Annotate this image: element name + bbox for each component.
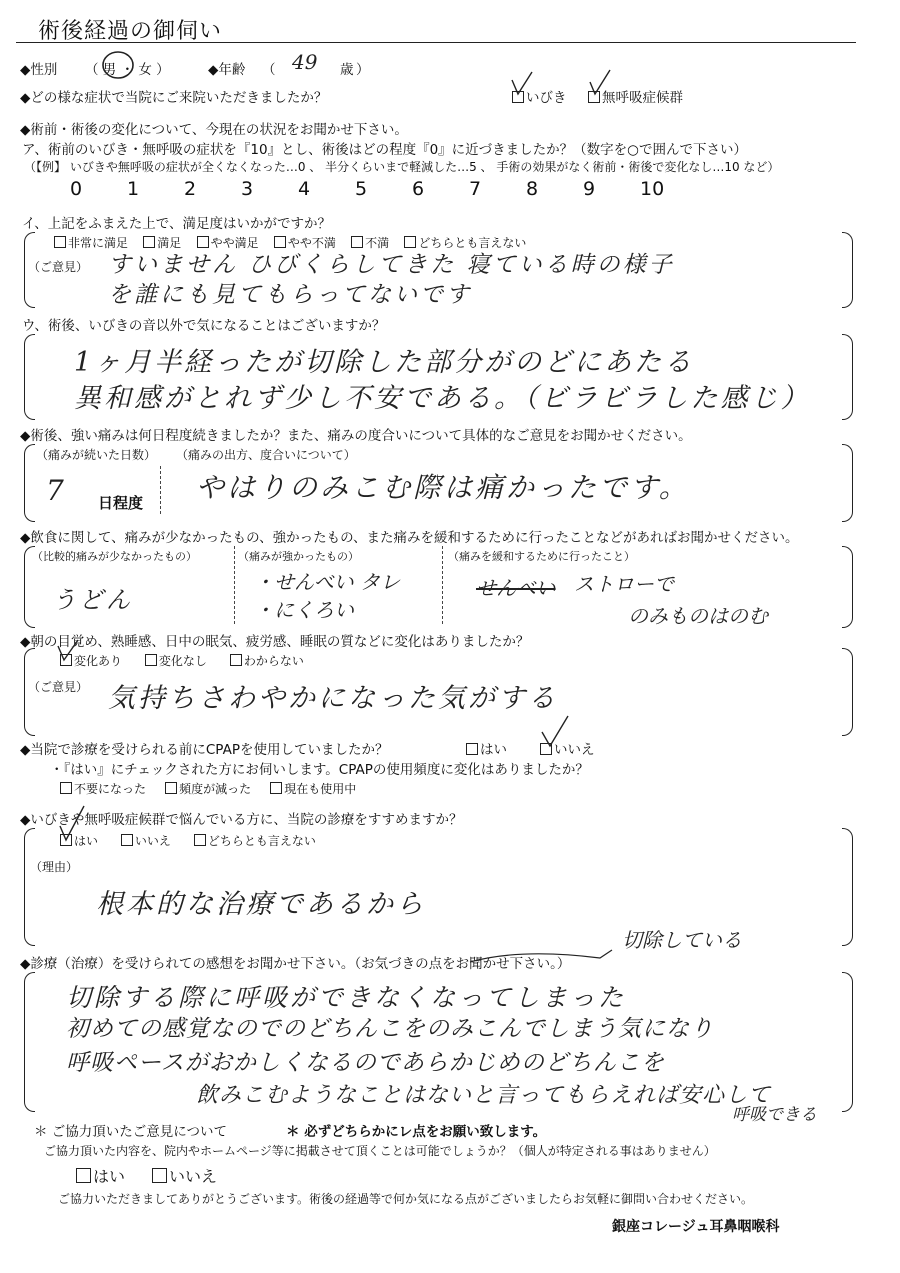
- age-open: （: [262, 62, 276, 78]
- thanks-text: ご協力いただきましてありがとうございます。術後の経過等で何か気になる点がございましたらお気軽に御問い合わせください。: [58, 1192, 754, 1206]
- recommend-handwriting[interactable]: 根本的な治療であるから: [96, 889, 426, 920]
- cpap-opt-not-needed[interactable]: 不要になった: [60, 782, 146, 796]
- morning-opt-unknown[interactable]: わからない: [230, 654, 304, 668]
- scale-2[interactable]: 2: [184, 178, 197, 200]
- publish-opt-yes[interactable]: はい: [76, 1164, 125, 1187]
- food-relief-line1[interactable]: ストローで: [574, 572, 674, 596]
- pain-days-value[interactable]: 7: [46, 474, 67, 507]
- impression-handwriting-5[interactable]: 呼吸できる: [732, 1105, 817, 1125]
- food-relief-label: （痛みを緩和するために行ったこと）: [448, 550, 635, 563]
- morning-question: ◆朝の目覚め、熟睡感、日中の眠気、疲労感、睡眠の質などに変化はありましたか？: [20, 634, 530, 650]
- cpap-no-check-mark: [542, 716, 568, 746]
- recommend-opt-yes[interactable]: はい: [60, 834, 98, 848]
- sex-circle-mark: [103, 52, 133, 78]
- scale-10[interactable]: 10: [640, 178, 665, 200]
- pain-days-unit: 日程度: [98, 494, 144, 512]
- age-value[interactable]: 49: [292, 50, 318, 74]
- scale-6[interactable]: 6: [412, 178, 425, 200]
- recommend-opt-no[interactable]: いいえ: [121, 834, 171, 848]
- morning-opinion-label: （ご意見）: [28, 680, 89, 694]
- impression-handwriting-1[interactable]: 切除する際に呼吸ができなくなってしまった: [66, 983, 627, 1012]
- cooperation-heading: ＊ ご協力頂いたご意見について: [34, 1124, 228, 1140]
- scale-9[interactable]: 9: [583, 178, 596, 200]
- scale-3[interactable]: 3: [241, 178, 254, 200]
- impression-arrow-mark: [470, 950, 612, 962]
- satisfaction-opinion-label: （ご意見）: [28, 260, 89, 274]
- food-more-line1[interactable]: ・せんべい タレ: [254, 570, 400, 594]
- food-less-value[interactable]: うどん: [52, 586, 133, 614]
- other-handwriting-2[interactable]: 異和感がとれず少し不安である。（ビラビラした感じ）: [74, 383, 811, 414]
- sat-opt-somewhat-satisfied[interactable]: やや満足: [197, 236, 259, 250]
- food-more-label: （痛みが強かったもの）: [238, 550, 359, 563]
- page-title: 術後経過の御伺い: [38, 19, 223, 44]
- pain-days-label: （痛みが続いた日数）: [36, 448, 157, 462]
- morning-handwriting[interactable]: 気持ちさわやかになった気がする: [108, 683, 558, 714]
- sat-opt-satisfied[interactable]: 満足: [143, 236, 181, 250]
- impression-handwriting-4[interactable]: 飲みこむようなことはないと言ってもらえれば安心して: [196, 1083, 772, 1108]
- cpap-opt-no[interactable]: いいえ: [540, 738, 595, 758]
- impression-note[interactable]: 切除している: [622, 928, 742, 952]
- cpap-question: ◆当院で診療を受けられる前にCPAPを使用していましたか？: [20, 742, 389, 758]
- change-question-a: ア、術前のいびき・無呼吸の症状を『10』とし、術後はどの程度『0』に近づきましたか？（数字を○で囲んで下さい）: [22, 142, 747, 158]
- sat-opt-somewhat-dissatisfied[interactable]: やや不満: [274, 236, 336, 250]
- food-relief-struck[interactable]: せんべい: [476, 576, 556, 600]
- recommend-reason-label: （理由）: [30, 860, 79, 874]
- food-relief-line2[interactable]: のみものはのむ: [628, 604, 768, 628]
- food-more-line2[interactable]: ・にくろい: [254, 598, 354, 622]
- scale-4[interactable]: 4: [298, 178, 311, 200]
- publish-opt-no[interactable]: いいえ: [152, 1164, 217, 1187]
- sex-options[interactable]: （ 男 ・ 女 ）: [85, 62, 170, 78]
- cpap-opt-still-using[interactable]: 現在も使用中: [270, 782, 356, 796]
- publish-question: ご協力頂いた内容を、院内やホームページ等に掲載させて頂くことは可能でしょうか？（個人が特定される事はありません）: [44, 1144, 716, 1158]
- sat-opt-neither[interactable]: どちらとも言えない: [404, 236, 526, 250]
- age-unit: 歳: [340, 62, 354, 78]
- change-example: （【例】 いびきや無呼吸の症状が全くなくなった…0 、 半分くらいまで軽減した…5 、 手術の効果がなく術前・術後で変化なし…10 など）: [24, 160, 780, 174]
- pain-detail-label: （痛みの出方、度合いについて）: [176, 448, 356, 462]
- scale-0[interactable]: 0: [70, 178, 83, 200]
- pain-detail-handwriting[interactable]: やはりのみこむ際は痛かったです。: [196, 471, 690, 504]
- sat-opt-very-satisfied[interactable]: 非常に満足: [54, 236, 128, 250]
- scale-1[interactable]: 1: [127, 178, 140, 200]
- scale-7[interactable]: 7: [469, 178, 482, 200]
- sat-opt-dissatisfied[interactable]: 不満: [351, 236, 389, 250]
- satisfaction-question: イ、上記をふまえた上で、満足度はいかがですか？: [22, 216, 332, 232]
- snoring-label: いびき: [526, 90, 567, 106]
- symptom-question: ◆どの様な症状で当院にご来院いただきましたか？: [20, 90, 328, 106]
- age-label: ◆年齢: [208, 62, 246, 78]
- sex-label: ◆性別: [20, 62, 58, 78]
- food-question: ◆飲食に関して、痛みが少なかったもの、強かったもの、また痛みを緩和するために行ったことなどがあればお聞かせください。: [20, 530, 799, 546]
- cpap-opt-yes[interactable]: はい: [466, 738, 507, 758]
- clinic-name: 銀座コレージュ耳鼻咽喉科: [612, 1219, 780, 1235]
- scale-8[interactable]: 8: [526, 178, 539, 200]
- food-less-label: （比較的痛みが少なかったもの）: [32, 550, 197, 563]
- change-heading: ◆術前・術後の変化について、今現在の状況をお聞かせ下さい。: [20, 122, 408, 138]
- apnea-label: 無呼吸症候群: [602, 90, 683, 106]
- morning-check-mark: [58, 640, 78, 660]
- recommend-question: ◆いびきや無呼吸症候群で悩んでいる方に、当院の診療をすすめますか？: [20, 812, 463, 828]
- morning-opt-no-change[interactable]: 変化なし: [145, 654, 207, 668]
- impression-handwriting-2[interactable]: 初めての感覚なのでのどちんこをのみこんでしまう気になり: [66, 1016, 714, 1042]
- must-check-notice: ＊ 必ずどちらかにレ点をお願い致します。: [286, 1124, 547, 1140]
- recommend-opt-neither[interactable]: どちらとも言えない: [194, 834, 316, 848]
- satisfaction-handwriting-1[interactable]: すいません ひびくらしてきた 寝ている時の様子: [108, 252, 675, 278]
- apnea-check-mark: [590, 70, 610, 94]
- age-close: ）: [356, 62, 370, 78]
- impression-handwriting-3[interactable]: 呼吸ペースがおかしくなるのであらかじめのどちんこを: [66, 1050, 665, 1076]
- cpap-opt-reduced[interactable]: 頻度が減った: [165, 782, 251, 796]
- cpap-follow-question: ・『はい』にチェックされた方にお伺いします。CPAPの使用頻度に変化はありましたか？: [50, 762, 589, 778]
- pain-question: ◆術後、強い痛みは何日程度続きましたか？また、痛みの度合いについて具体的なご意見をお聞かせください。: [20, 428, 692, 444]
- snoring-check-mark: [512, 72, 532, 94]
- other-handwriting-1[interactable]: 1ヶ月半経ったが切除した部分がのどにあたる: [74, 347, 695, 378]
- morning-opt-changed[interactable]: 変化あり: [60, 654, 122, 668]
- impression-question: ◆診療（治療）を受けられての感想をお聞かせ下さい。（お気づきの点をお聞かせ下さい。）: [20, 956, 571, 972]
- scale-5[interactable]: 5: [355, 178, 368, 200]
- satisfaction-handwriting-2[interactable]: を誰にも見てもらってないです: [108, 282, 472, 308]
- recommend-yes-check-mark: [60, 806, 84, 840]
- other-question: ウ、術後、いびきの音以外で気になることはございますか？: [22, 318, 386, 334]
